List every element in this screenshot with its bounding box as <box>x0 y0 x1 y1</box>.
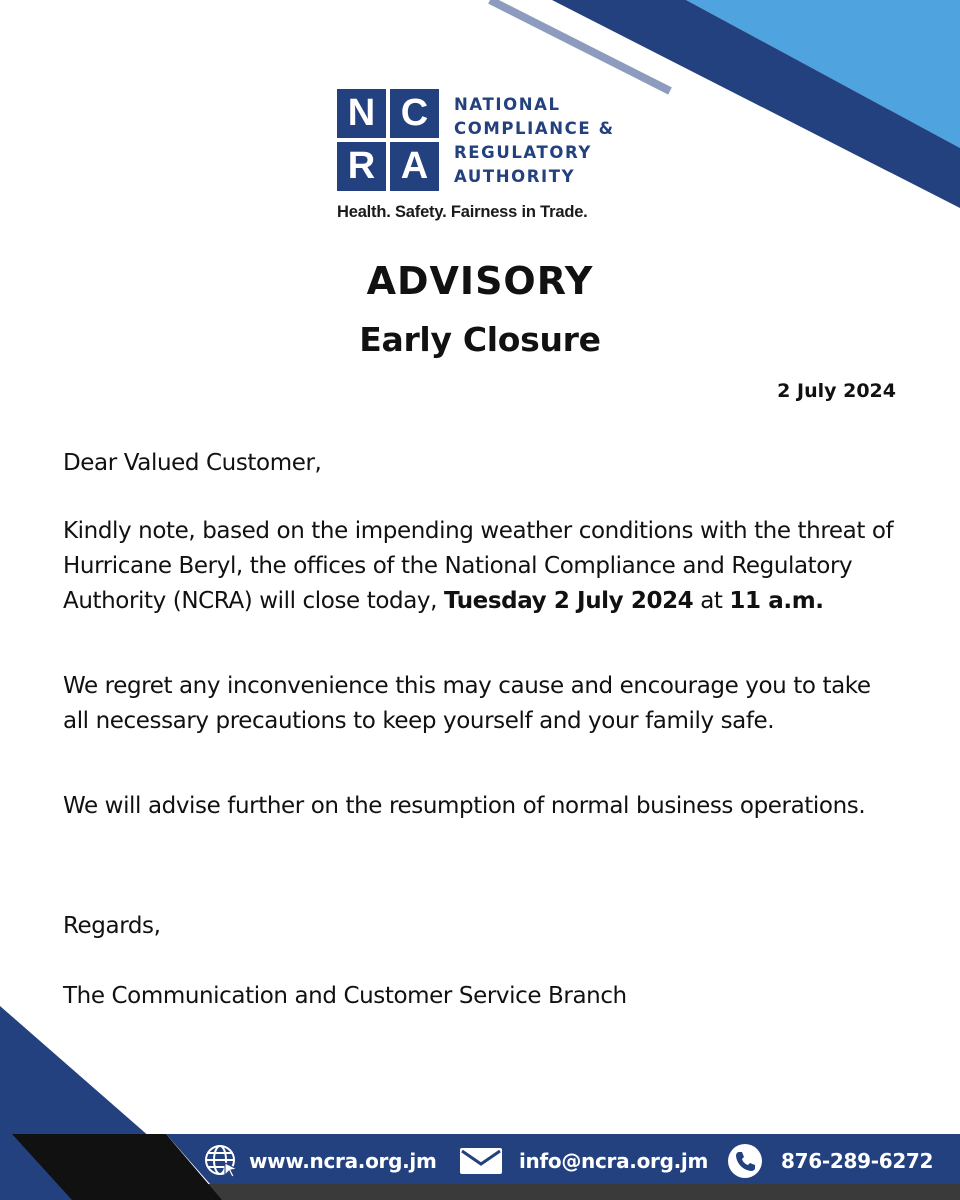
closure-notice-text: Kindly note, based on the impending weather conditions with the threat of Hurricane Beryl, the offices of the National Compliance and Regulatory Authority (NCRA) will close today, <box>63 518 894 614</box>
globe-icon <box>203 1143 239 1179</box>
paragraph-regret: We regret any inconvenience this may cause and encourage you to take all necessary precautions to keep yourself and your family safe. <box>63 673 871 734</box>
advisory-title: ADVISORY <box>366 259 594 303</box>
paragraph-resumption: We will advise further on the resumption of normal business operations. <box>63 793 866 819</box>
closure-time: 11 a.m. <box>729 588 824 614</box>
signature: The Communication and Customer Service Branch <box>63 983 627 1009</box>
closure-at: at <box>693 588 730 614</box>
logo-name-line: NATIONAL <box>454 95 561 114</box>
logo-letter-n: N <box>337 89 386 138</box>
logo-tagline: Health. Safety. Fairness in Trade. <box>337 203 588 221</box>
footer-email[interactable] <box>459 1136 708 1186</box>
logo-organization-name <box>454 91 674 191</box>
envelope-icon <box>459 1146 503 1176</box>
closing: Regards, <box>63 913 161 939</box>
logo-letter-a: A <box>390 142 439 191</box>
phone-number[interactable]: 876-289-6272 <box>781 1149 934 1173</box>
phone-icon <box>727 1143 763 1179</box>
logo-name-line: COMPLIANCE & <box>454 119 615 138</box>
advisory-subtitle: Early Closure <box>359 320 601 359</box>
logo-letter-grid <box>337 89 439 191</box>
website-link[interactable]: www.ncra.org.jm <box>249 1149 437 1173</box>
logo-letter-r: R <box>337 142 386 191</box>
footer-website[interactable] <box>203 1136 437 1186</box>
logo-letter-c: C <box>390 89 439 138</box>
advisory-date: 2 July 2024 <box>777 380 896 402</box>
greeting: Dear Valued Customer, <box>63 450 322 476</box>
logo-name-line: AUTHORITY <box>454 167 576 186</box>
email-link[interactable]: info@ncra.org.jm <box>519 1149 708 1173</box>
footer-gray-strip <box>200 1184 960 1200</box>
closure-day: Tuesday 2 July 2024 <box>443 588 694 614</box>
logo-name-line: REGULATORY <box>454 143 592 162</box>
paragraph-closure-notice <box>63 514 903 619</box>
footer-phone[interactable] <box>727 1136 933 1186</box>
